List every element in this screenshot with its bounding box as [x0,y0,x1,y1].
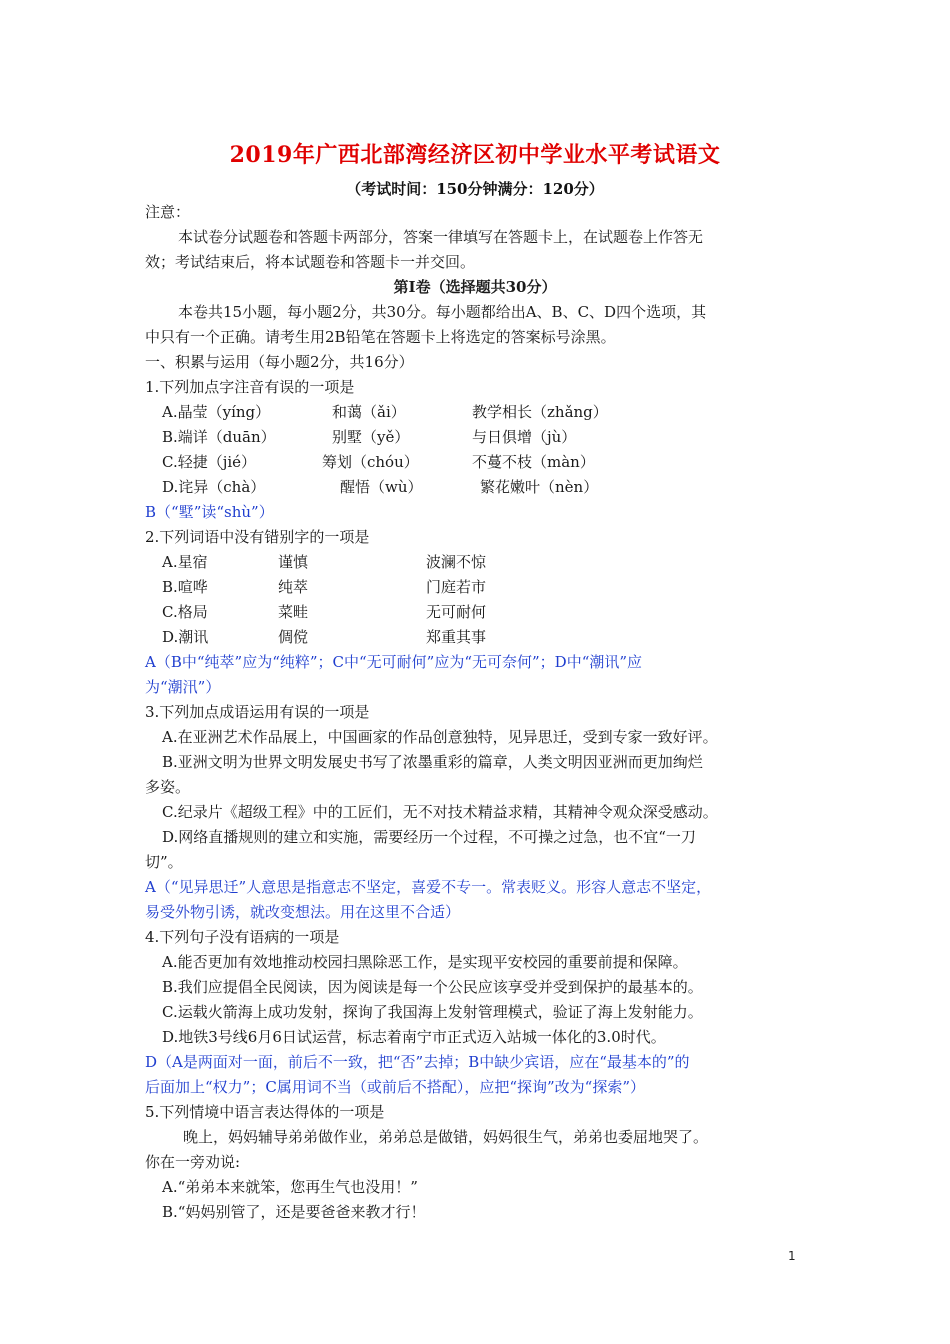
q2-option-b-3: 门庭若市 [426,578,487,596]
q4-answer-2: 后面加上“权力”；C属用词不当（或前后不搭配），应把“探询”改为“探索”） [145,1078,645,1096]
q2-option-d-1: D.潮讯 [162,628,209,646]
q1-option-a-2: 和蔼（ǎi） [332,403,406,421]
q2-option-d-3: 郑重其事 [426,628,487,646]
q2-option-b-1: B.喧哗 [162,578,208,596]
q1-option-c-3: 不蔓不枝（màn） [472,453,595,471]
q2-option-d-2: 倜傥 [278,628,309,646]
q3-option-d-2: 切”。 [145,853,183,871]
q1-option-d-1: D.诧异（chà） [162,478,266,496]
q3-option-d-1: D.网络直播规则的建立和实施，需要经历一个过程，不可操之过急，也不宜“一刀 [162,828,696,846]
q5-context-2: 你在一旁劝说: [145,1153,241,1171]
q1-option-c-1: C.轻捷（jié） [162,453,257,471]
part1-desc-2: 中只有一个正确。请考生用2B铅笔在答题卡上将选定的答案标号涂黑。 [145,328,616,346]
q5-option-b: B.“妈妈别管了，还是要爸爸来教才行！ [162,1203,426,1221]
q3-answer-2: 易受外物引诱，就改变想法。用在这里不合适） [145,903,461,921]
q4-answer-1: D（A是两面对一面，前后不一致，把“否”去掉；B中缺少宾语，应在“最基本的”的 [145,1053,690,1071]
q3-option-b-1: B.亚洲文明为世界文明发展史书写了浓墨重彩的篇章，人类文明因亚洲而更加绚烂 [162,753,703,771]
q2-option-a-3: 波澜不惊 [426,553,487,571]
question-4-stem: 4.下列句子没有语病的一项是 [145,928,340,946]
q4-option-c: C.运载火箭海上成功发射，探询了我国海上发射管理模式，验证了海上发射能力。 [162,1003,703,1021]
question-5-stem: 5.下列情境中语言表达得体的一项是 [145,1103,385,1121]
exam-title: 2019年广西北部湾经济区初中学业水平考试语文 [229,142,721,168]
notice-text-1: 本试卷分试题卷和答题卡两部分，答案一律填写在答题卡上，在试题卷上作答无 [178,228,704,246]
q1-option-b-2: 别墅（yě） [332,428,410,446]
q5-option-a: A.“弟弟本来就笨，您再生气也没用！” [162,1178,418,1196]
q2-option-a-1: A.星宿 [162,553,208,571]
q4-option-a: A.能否更加有效地推动校园扫黑除恶工作，是实现平安校园的重要前提和保障。 [162,953,688,971]
q1-option-a-1: A.晶莹（yíng） [162,403,271,421]
q2-option-b-2: 纯萃 [278,578,309,596]
q1-option-b-1: B.端详（duān） [162,428,276,446]
q3-answer-1: A（“见异思迁”人意思是指意志不坚定，喜爱不专一。常表贬义。形容人意志不坚定， [145,878,712,896]
exam-subtitle: （考试时间：150分钟满分：120分） [346,180,604,198]
notice-label: 注意： [145,203,191,221]
q1-option-a-3: 教学相长（zhǎng） [472,403,608,421]
q3-option-b-2: 多姿。 [145,778,191,796]
q1-option-c-2: 筹划（chóu） [322,453,419,471]
q2-answer-2: 为“潮汛”） [145,678,221,696]
part1-desc-1: 本卷共15小题，每小题2分，共30分。每小题都给出A、B、C、D四个选项，其 [178,303,707,321]
notice-text-2: 效；考试结束后，将本试题卷和答题卡一并交回。 [145,253,476,271]
section-heading: 一、积累与运用（每小题2分，共16分） [145,353,414,371]
q5-context-1: 晚上，妈妈辅导弟弟做作业，弟弟总是做错，妈妈很生气，弟弟也委屈地哭了。 [183,1128,709,1146]
q4-option-b: B.我们应提倡全民阅读，因为阅读是每一个公民应该享受并受到保护的最基本的。 [162,978,703,996]
q3-option-a: A.在亚洲艺术作品展上，中国画家的作品创意独特，见异思迁，受到专家一致好评。 [162,728,718,746]
page-number: 1 [788,1249,796,1263]
part1-title: 第Ⅰ卷（选择题共30分） [393,278,557,296]
q1-option-d-2: 醒悟（wù） [340,478,423,496]
q1-option-b-3: 与日俱增（jù） [472,428,577,446]
q2-option-c-1: C.格局 [162,603,208,621]
question-1-stem: 1.下列加点字注音有误的一项是 [145,378,355,396]
q2-option-a-2: 谨慎 [278,553,309,571]
q2-option-c-3: 无可耐何 [426,603,487,621]
q1-option-d-3: 繁花嫩叶（nèn） [480,478,599,496]
q4-option-d: D.地铁3号线6月6日试运营，标志着南宁市正式迈入站城一体化的3.0时代。 [162,1028,666,1046]
question-2-stem: 2.下列词语中没有错别字的一项是 [145,528,370,546]
q3-option-c: C.纪录片《超级工程》中的工匠们，无不对技术精益求精，其精神令观众深受感动。 [162,803,718,821]
q1-answer: B（“墅”读“shù”） [145,503,274,521]
q2-answer-1: A（B中“纯萃”应为“纯粹”；C中“无可耐何”应为“无可奈何”；D中“潮讯”应 [145,653,643,671]
q2-option-c-2: 菜畦 [278,603,309,621]
question-3-stem: 3.下列加点成语运用有误的一项是 [145,703,370,721]
